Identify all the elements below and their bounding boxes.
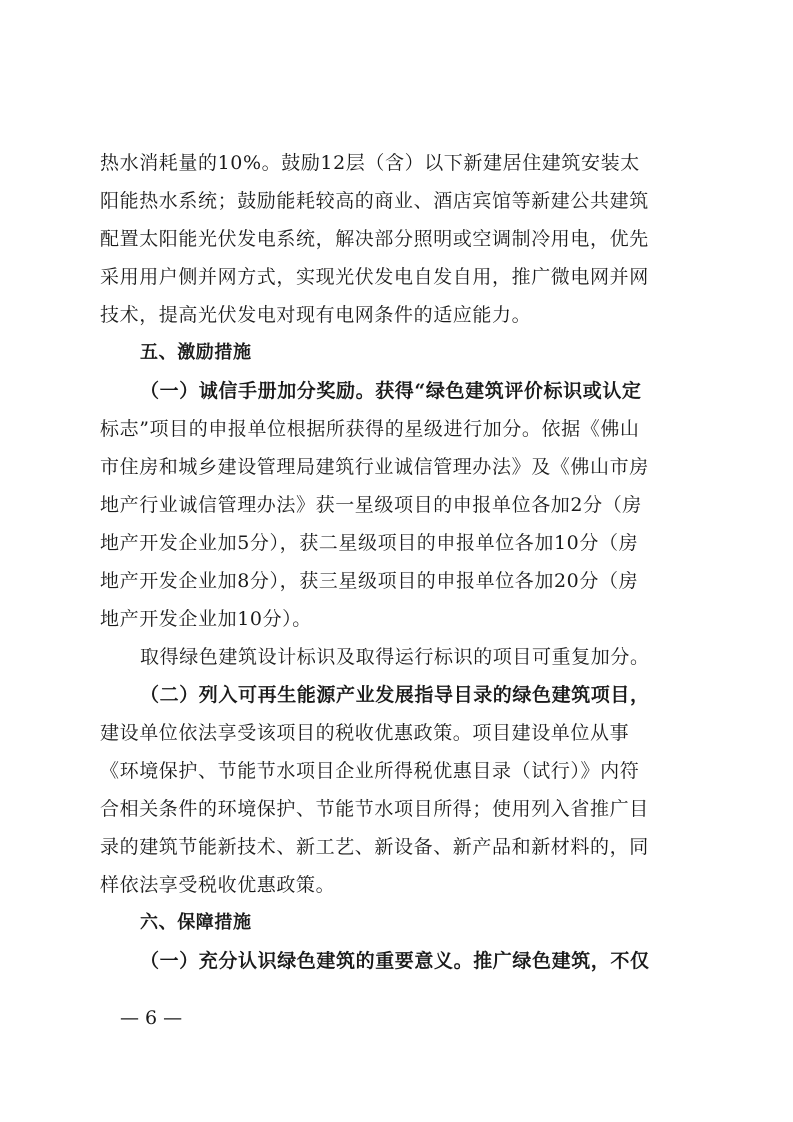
subsection-heading-credit-bonus: （一）诚信手册加分奖励。获得“绿色建筑评价标识或认定 [140,380,642,402]
section-heading-incentives: 五、激励措施 [140,342,252,363]
body-text-line: 录的建筑节能新技术、新工艺、新设备、新产品和新材料的，同 [100,836,649,858]
subsection-heading-understanding: （一）充分认识绿色建筑的重要意义。推广绿色建筑，不仅 [140,950,650,972]
body-text-line: 配置太阳能光伏发电系统，解决部分照明或空调制冷用电，优先 [100,228,649,250]
body-text-line: 采用用户侧并网方式，实现光伏发电自发自用，推广微电网并网 [100,266,649,288]
body-text-line: 热水消耗量的10%。鼓励12层（含）以下新建居住建筑安装太 [100,152,640,174]
body-text-line: 阳能热水系统；鼓励能耗较高的商业、酒店宾馆等新建公共建筑 [100,190,649,212]
body-text-line: 《环境保护、节能节水项目企业所得税优惠目录（试行）》内符 [100,760,640,782]
section-heading-safeguards: 六、保障措施 [140,912,252,933]
page-number: — 6 — [120,1007,183,1029]
subsection-heading-tax-benefit: （二）列入可再生能源产业发展指导目录的绿色建筑项目， [140,684,650,706]
body-text-line: 地产开发企业加10分）。 [100,608,312,630]
body-text-line: 地产开发企业加5分），获二星级项目的申报单位各加10分（房 [100,532,639,554]
body-text-line: 建设单位依法享受该项目的税收优惠政策。项目建设单位从事 [100,722,630,744]
body-text-line: 地产开发企业加8分），获三星级项目的申报单位各加20分（房 [100,570,639,592]
body-text-line: 合相关条件的环境保护、节能节水项目所得；使用列入省推广目 [100,798,649,820]
body-text-line: 市住房和城乡建设管理局建筑行业诚信管理办法》及《佛山市房 [100,456,649,478]
body-text-line: 标志”项目的申报单位根据所获得的星级进行加分。依据《佛山 [100,418,640,440]
body-text-line: 样依法享受税收优惠政策。 [100,874,336,896]
body-text-line: 取得绿色建筑设计标识及取得运行标识的项目可重复加分。 [140,646,650,668]
body-text-line: 地产行业诚信管理办法》获一星级项目的申报单位各加2分（房 [100,494,642,516]
body-text-line: 技术，提高光伏发电对现有电网条件的适应能力。 [100,304,532,326]
